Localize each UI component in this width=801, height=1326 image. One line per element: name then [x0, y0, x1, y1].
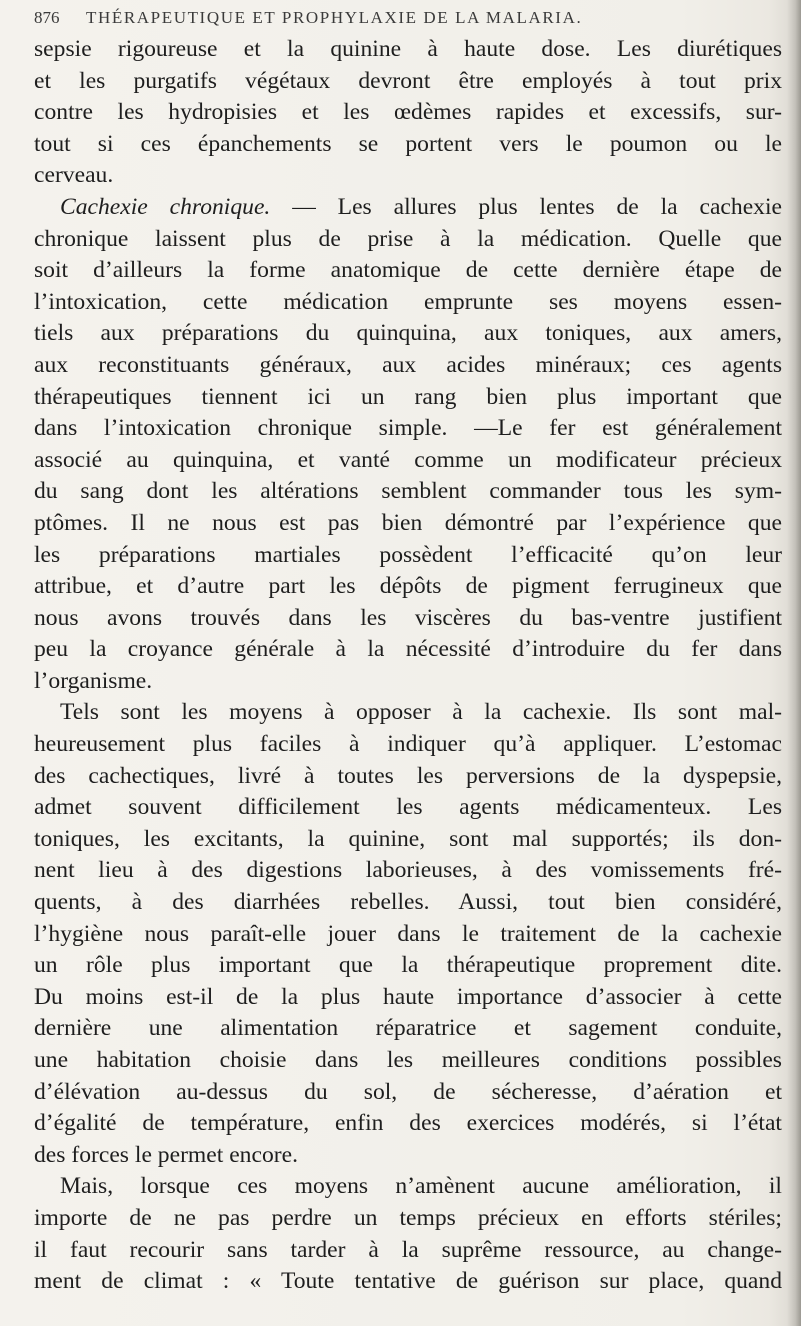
- text-line: [34, 160, 782, 192]
- line-text: contre les hydropisies et les œdèmes rapides et excessifs, sur-: [34, 99, 782, 126]
- text-line: [34, 887, 782, 919]
- text-line: [34, 634, 782, 666]
- line-text: associé au quinquina, et vanté comme un modificateur précieux: [34, 446, 782, 473]
- line-text: et les purgatifs végétaux devront être employés à tout prix: [34, 67, 782, 94]
- line-text: dernière une alimentation réparatrice et sagement conduite,: [34, 1015, 782, 1042]
- line-text: d’élévation au-dessus du sol, de sécheresse, d’aération et: [34, 1078, 782, 1105]
- page-number: 876: [34, 8, 60, 27]
- line-text: tout si ces épanchements se portent vers le poumon ou le: [34, 130, 782, 157]
- line-text: nous avons trouvés dans les viscères du bas-ventre justifient: [34, 604, 782, 631]
- line-text: attribue, et d’autre part les dépôts de pigment ferrugineux que: [34, 573, 782, 600]
- line-text: nent lieu à des digestions laborieuses, à des vomissements fré-: [34, 857, 782, 884]
- text-line: [34, 445, 782, 477]
- text-line: [34, 34, 782, 66]
- line-text: toniques, les excitants, la quinine, sont mal supportés; ils don-: [34, 825, 782, 852]
- line-text: quents, à des diarrhées rebelles. Aussi, tout bien considéré,: [34, 889, 782, 916]
- text-line: [34, 919, 782, 951]
- running-head: [34, 8, 774, 32]
- text-line: [34, 508, 782, 540]
- text-line: [34, 540, 782, 572]
- text-line: [34, 824, 782, 856]
- text-line: [34, 66, 782, 98]
- line-text: peu la croyance générale à la nécessité d’introduire du fer dans: [34, 636, 782, 663]
- line-text: les préparations martiales possèdent l’efficacité qu’on leur: [34, 541, 782, 568]
- line-text: une habitation choisie dans les meilleures conditions possibles: [34, 1047, 782, 1073]
- line-text: chronique laissent plus de prise à la médication. Quelle que: [34, 225, 782, 252]
- line-text: admet souvent difficilement les agents médicamenteux. Les: [34, 794, 782, 821]
- text-line: [34, 476, 782, 508]
- line-text: soit d’ailleurs la forme anatomique de cette dernière étape de: [34, 257, 782, 284]
- line-text: d’égalité de température, enfin des exercices modérés, si l’état: [34, 1110, 782, 1137]
- text-line: [34, 1171, 782, 1203]
- line-text: dans l’intoxication chronique simple. —Le fer est généralement: [34, 415, 782, 442]
- text-line: [34, 287, 782, 319]
- text-line: [34, 761, 782, 793]
- text-line: [34, 1077, 782, 1109]
- line-text: importe de ne pas perdre un temps précieux en efforts stériles;: [34, 1204, 782, 1231]
- text-line: [34, 603, 782, 635]
- text-line: [34, 697, 782, 729]
- text-line: [34, 1235, 782, 1267]
- text-line: [34, 192, 782, 224]
- text-line: [34, 571, 782, 603]
- line-text: cerveau.: [34, 162, 114, 189]
- text-line: [34, 792, 782, 824]
- text-line: [34, 1203, 782, 1235]
- line-text: Mais, lorsque ces moyens n’amènent aucune amélioration, il: [60, 1173, 782, 1200]
- line-text: aux reconstituants généraux, aux acides minéraux; ces agents: [34, 351, 782, 378]
- text-line: [34, 982, 782, 1014]
- line-text: sepsie rigoureuse et la quinine à haute dose. Les diurétiques: [34, 36, 782, 62]
- text-line: [34, 413, 782, 445]
- line-text: thérapeutiques tiennent ici un rang bien plus important que: [34, 383, 782, 410]
- line-text: ment de climat : « Toute tentative de guérison sur place, quand: [34, 1268, 782, 1295]
- line-text: Du moins est-il de la plus haute importance d’associer à cette: [34, 983, 782, 1010]
- text-line: [34, 1013, 782, 1045]
- text-line: [34, 666, 782, 698]
- line-text: du sang dont les altérations semblent commander tous les sym-: [34, 478, 782, 505]
- line-text: des forces le permet encore.: [34, 1141, 298, 1168]
- text-line: [34, 1045, 782, 1077]
- text-line: [34, 1108, 782, 1140]
- text-line: [34, 382, 782, 414]
- line-text: il faut recourir sans tarder à la suprême ressource, au change-: [34, 1236, 782, 1263]
- running-title: THÉRAPEUTIQUE ET PROPHYLAXIE DE LA MALARIA.: [86, 8, 583, 27]
- text-line: [34, 729, 782, 761]
- text-line: [34, 318, 782, 350]
- line-text: l’intoxication, cette médication emprunte ses moyens essen-: [34, 288, 782, 315]
- line-text: heureusement plus faciles à indiquer qu’à appliquer. L’estomac: [34, 731, 782, 758]
- line-text: l’hygiène nous paraît-elle jouer dans le traitement de la cachexie: [34, 920, 782, 947]
- text-line: [34, 129, 782, 161]
- line-text: des cachectiques, livré à toutes les perversions de la dyspepsie,: [34, 762, 782, 789]
- text-line: [34, 1266, 782, 1298]
- text-line: [34, 855, 782, 887]
- line-text: ptômes. Il ne nous est pas bien démontré par l’expérience que: [34, 509, 782, 536]
- page-edge-shadow: [787, 0, 801, 1326]
- line-text: — Les allures plus lentes de la cachexie: [270, 193, 782, 220]
- line-text: un rôle plus important que la thérapeutique proprement dite.: [34, 952, 782, 979]
- text-line: [34, 1140, 782, 1172]
- line-text: l’organisme.: [34, 667, 153, 694]
- section-heading: Cachexie chronique.: [60, 193, 271, 220]
- text-line: [34, 255, 782, 287]
- text-line: [34, 350, 782, 382]
- line-text: tiels aux préparations du quinquina, aux toniques, aux amers,: [34, 320, 782, 347]
- text-line: [34, 97, 782, 129]
- text-line: [34, 950, 782, 982]
- body-text: [34, 34, 782, 1298]
- line-text: Tels sont les moyens à opposer à la cachexie. Ils sont mal-: [60, 699, 782, 726]
- text-line: [34, 224, 782, 256]
